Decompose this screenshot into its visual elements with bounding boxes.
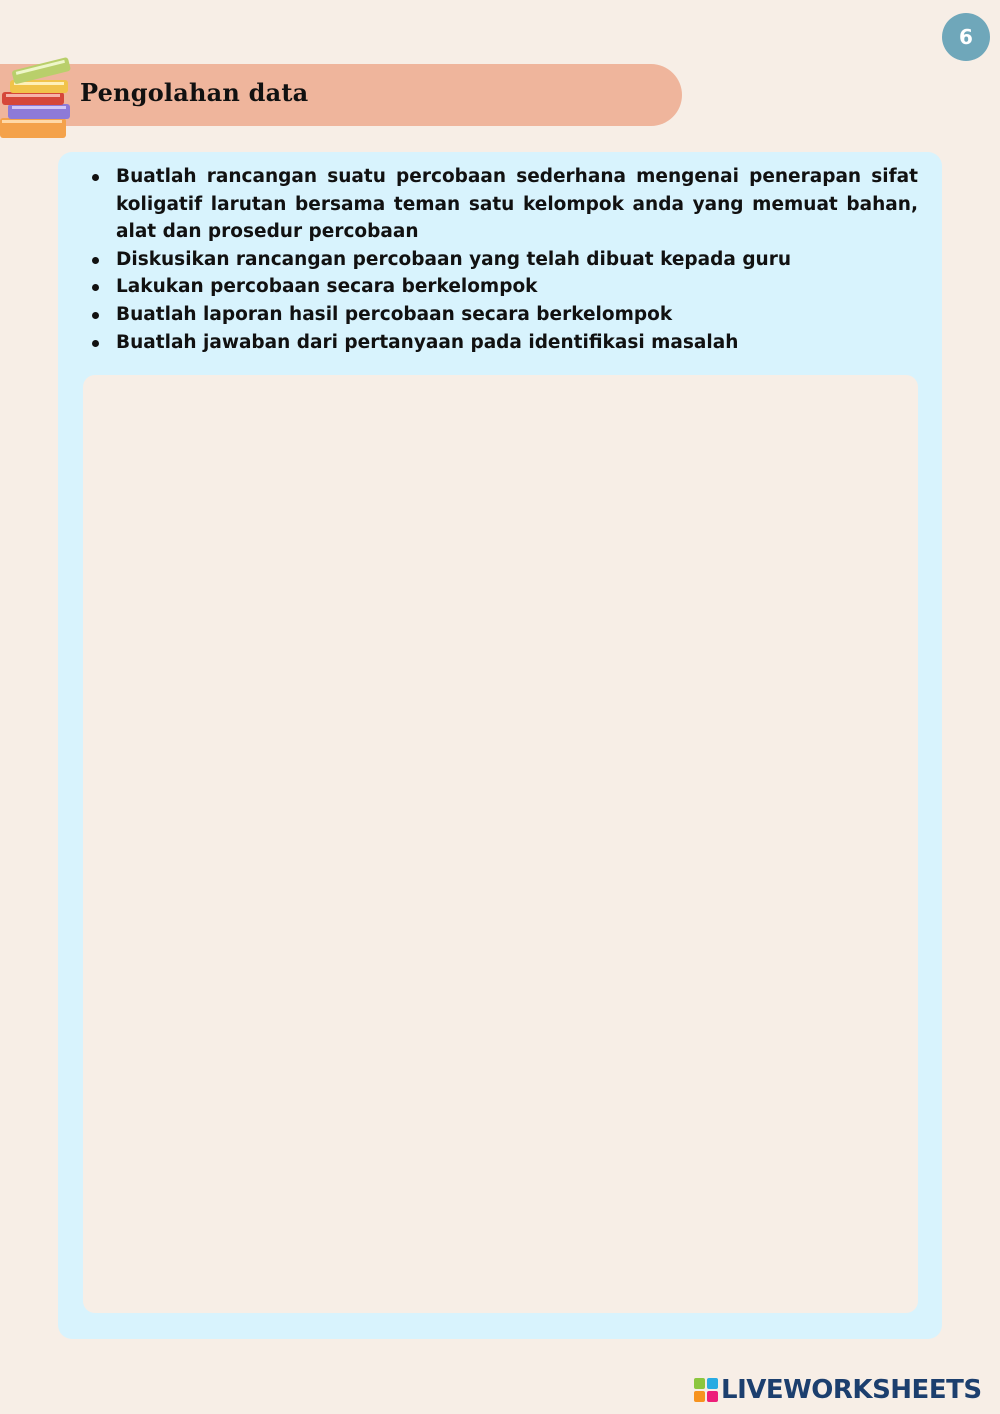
logo-square [694, 1378, 705, 1389]
liveworksheets-logo-icon [694, 1378, 718, 1402]
instruction-text: Lakukan percobaan secara berkelompok [116, 276, 538, 298]
bullet-icon [92, 312, 99, 319]
instruction-item [92, 163, 918, 246]
bullet-icon [92, 257, 99, 264]
instruction-text: Buatlah laporan hasil percobaan secara berkelompok [116, 303, 673, 325]
logo-square [694, 1391, 705, 1402]
watermark-text: LIVEWORKSHEETS [721, 1375, 982, 1405]
section-title: Pengolahan data [80, 78, 309, 107]
bullet-icon [92, 284, 99, 291]
instruction-text: Diskusikan rancangan percobaan yang telah dibuat kepada guru [116, 248, 792, 270]
instruction-item [92, 329, 918, 357]
bullet-icon [92, 174, 99, 181]
instruction-item [92, 273, 918, 301]
logo-square [707, 1378, 718, 1389]
answer-text-area[interactable] [83, 375, 918, 1313]
liveworksheets-watermark [694, 1375, 982, 1405]
instruction-item [92, 246, 918, 274]
instruction-text: Buatlah jawaban dari pertanyaan pada identifikasi masalah [116, 331, 739, 353]
instruction-list [92, 163, 918, 356]
logo-square [707, 1391, 718, 1402]
stack-of-books-icon [0, 52, 80, 142]
instruction-text: Buatlah rancangan suatu percobaan sederhana mengenai penerapan sifat koligatif larutan bersama teman satu kelompok anda yang memuat bahan, alat dan prosedur percobaan [116, 166, 918, 243]
instruction-item [92, 301, 918, 329]
page-number-badge: 6 [942, 13, 990, 61]
bullet-icon [92, 340, 99, 347]
